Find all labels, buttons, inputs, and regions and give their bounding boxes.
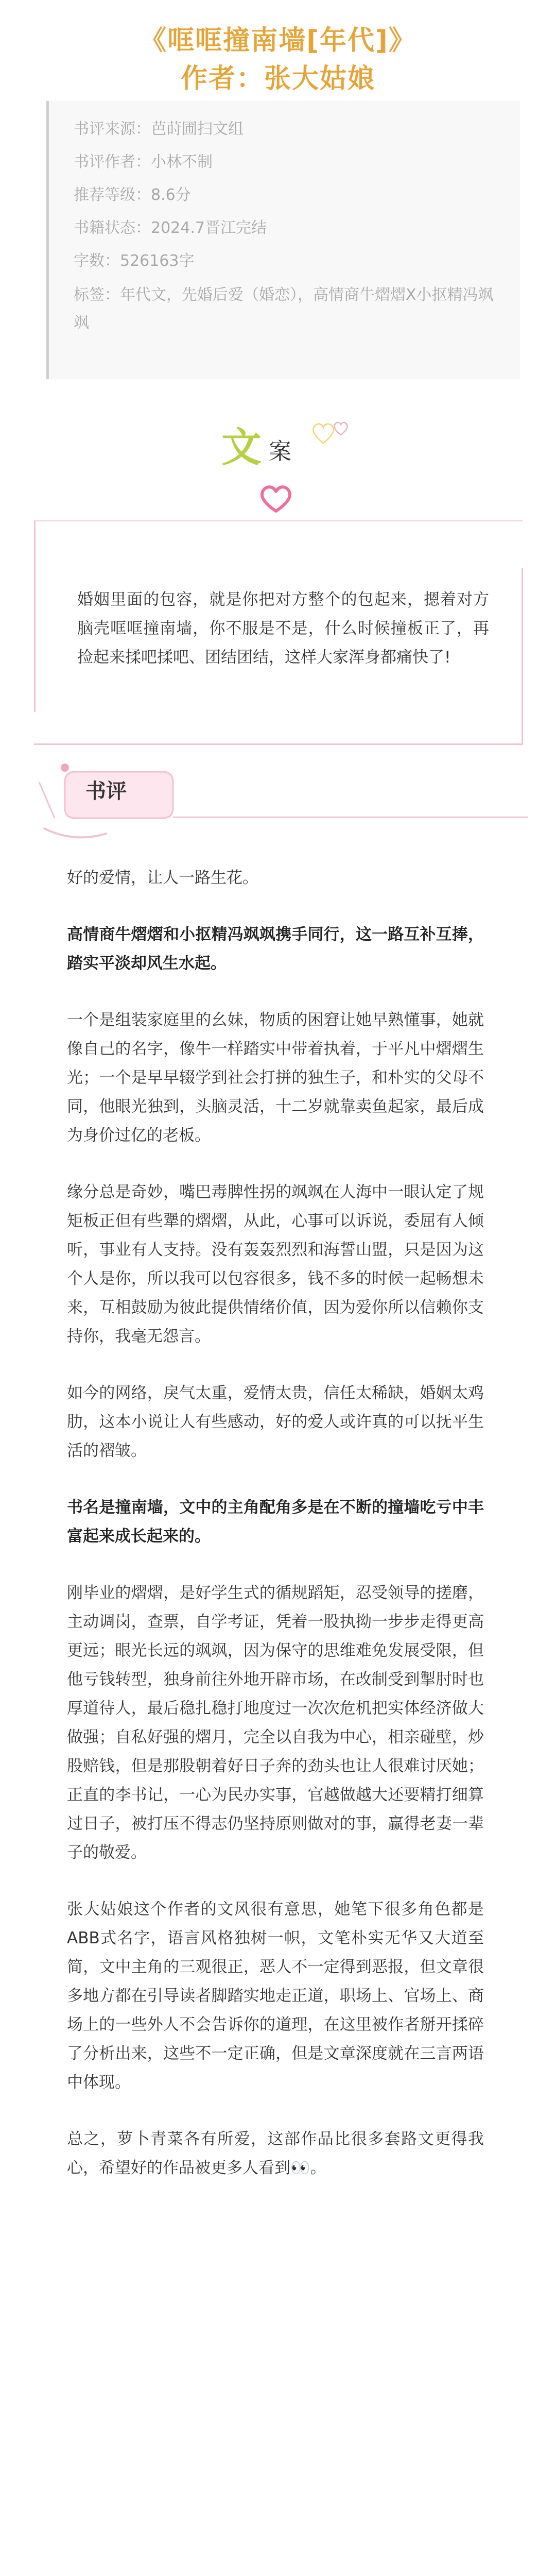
synopsis-title-an: 案 (269, 438, 291, 465)
synopsis-header (0, 402, 556, 515)
review-paragraph: 张大姑娘这个作者的文风很有意思，她笔下很多角色都是ABB式名字，语言风格独树一帜，文笔朴实无华又大道至简，文中主角的三观很正，恶人不一定得到恶报，但文章很多地方都在引导读者脚踏实地走正道，职场上、官场上、商场上的一些外人不会告诉你的道理，在这里被作者掰开揉碎了分析出来，这些不一定正确，但是文章深度就在三言两语中体现。 (67, 1900, 484, 2092)
review-body (67, 863, 484, 2210)
title-block (0, 0, 556, 98)
info-source: 书评来源：芭莳圃扫文组 (74, 120, 244, 138)
review-paragraph: 刚毕业的熠熠，是好学生式的循规蹈矩，忍受领导的搓磨，主动调岗，查票，自学考证，凭着一股执拗一步步走得更高更远；眼光长远的飒飒，因为保守的思维难免发展受限，但他亏钱转型，独身前往外地开辟市场，在改制受到掣肘时也厚道待人，最后稳扎稳打地度过一次次危机把实体经济做大做强；自私好强的熠月，完全以自我为中心，相亲碰壁，炒股赔钱，但是那股朝着好日子奔的劲头也让人很难讨厌她；正直的李书记，一心为民办实事，官越做越大还要精打细算过日子，被打压不得志仍坚持原则做对的事，赢得老妻一辈子的敬爱。 (67, 1584, 484, 1862)
review-paragraph-bold: 高情商牛熠熠和小抠精冯飒飒携手同行，这一路互补互捧，踏实平淡却风生水起。 (67, 925, 484, 973)
info-rating: 推荐等级：8.6分 (74, 186, 191, 204)
synopsis-box (34, 520, 523, 745)
review-paragraph: 总之，萝卜青菜各有所爱，这部作品比很多套路文更得我心，希望好的作品被更多人看到👀。 (67, 2130, 484, 2177)
info-tags: 标签：年代文，先婚后爱（婚恋），高情商牛熠熠X小抠精冯飒飒 (74, 286, 494, 332)
review-title: 书评 (85, 779, 127, 803)
book-title: 《哐哐撞南墙[年代]》 (140, 25, 416, 56)
review-paragraph: 好的爱情，让人一路生花。 (67, 869, 258, 887)
review-paragraph-bold: 书名是撞南墙，文中的主角配角多是在不断的撞墙吃亏中丰富起来成长起来的。 (67, 1498, 484, 1546)
pink-heart-icon (257, 483, 294, 514)
review-header (34, 761, 528, 849)
review-paragraph: 如今的网络，戾气太重，爱情太贵，信任太稀缺，婚姻太鸡肋，这本小说让人有些感动，好的爱人或许真的可以抚平生活的褶皱。 (67, 1384, 484, 1460)
book-info-box (46, 101, 520, 379)
review-paragraph: 一个是组装家庭里的幺妹，物质的困窘让她早熟懂事，她就像自己的名字，像牛一样踏实中带着执着，于平凡中熠熠生光；一个是早早辍学到社会打拼的独生子，和朴实的父母不同，他眼光独到，头脑灵活，十二岁就靠卖鱼起家，最后成为身价过亿的老板。 (67, 1011, 484, 1145)
synopsis-text: 婚姻里面的包容，就是你把对方整个的包起来，摁着对方脑壳哐哐撞南墙，你不服是不是，什么时候撞板正了，再捡起来揉吧揉吧、团结团结，这样大家浑身都痛快了! (77, 590, 489, 667)
synopsis-right-border (522, 568, 523, 745)
review-paragraph: 缘分总是奇妙，嘴巴毒脾性拐的飒飒在人海中一眼认定了规矩板正但有些犟的熠熠，从此，心事可以诉说，委屈有人倾听，事业有人支持。没有轰轰烈烈和海誓山盟，只是因为这个人是你，所以我可以包容很多，钱不多的时候一起畅想未来，互相鼓励为彼此提供情绪价值，因为爱你所以信赖你支持你，我毫无怨言。 (67, 1183, 484, 1346)
author-line: 作者：张大姑娘 (180, 63, 375, 94)
synopsis-title-wen: 文 (221, 425, 262, 471)
outline-hearts-icon (309, 417, 355, 448)
info-reviewer: 书评作者：小林不制 (74, 153, 213, 171)
synopsis-left-border (34, 521, 36, 712)
info-word-count: 字数：526163字 (74, 252, 195, 270)
info-status: 书籍状态：2024.7晋江完结 (74, 219, 267, 237)
